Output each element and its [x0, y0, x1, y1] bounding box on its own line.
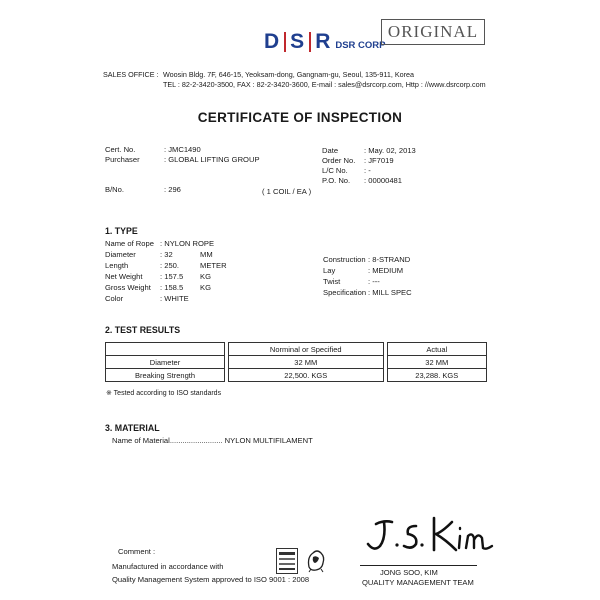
test-results-table — [105, 342, 487, 382]
logo-corp-name: DSR CORP — [335, 39, 386, 51]
quality-line: Quality Management System approved to ISO 9001 : 2008 — [112, 575, 310, 584]
table-header-row — [106, 343, 487, 356]
test-results-heading: 2. TEST RESULTS — [105, 325, 181, 335]
table-header-item — [106, 343, 225, 356]
table-cell-actual: 23,288. KGS — [387, 369, 486, 382]
specification-label: Specification — [323, 288, 367, 297]
po-no-label: P.O. No. — [322, 176, 351, 185]
original-stamp: ORIGINAL — [381, 19, 485, 45]
lay-label: Lay — [323, 266, 336, 275]
gross-weight-label: Gross Weight — [105, 283, 151, 292]
table-cell-specified: 32 MM — [229, 356, 384, 369]
sales-office-address: Woosin Bldg. 7F, 646-15, Yeoksam-dong, Gangnam-gu, Seoul, 135-911, Korea — [163, 70, 415, 79]
material-heading: 3. MATERIAL — [105, 423, 160, 433]
construction-value: : 8-STRAND — [368, 255, 411, 264]
coil-note: ( 1 COIL / EA ) — [262, 187, 312, 196]
table-cell-name: Diameter — [106, 356, 225, 369]
comment-label: Comment : — [118, 547, 156, 556]
net-weight-value: : 157.5 — [160, 272, 184, 281]
length-label: Length — [105, 261, 129, 270]
specification-value: : MILL SPEC — [368, 288, 412, 297]
bno-value: : 296 — [164, 185, 181, 194]
purchaser-value: : GLOBAL LIFTING GROUP — [164, 155, 260, 164]
net-weight-label: Net Weight — [105, 272, 143, 281]
color-value: : WHITE — [160, 294, 189, 303]
handwritten-signature-icon — [362, 512, 497, 557]
date-label: Date — [322, 146, 339, 155]
twist-label: Twist — [323, 277, 341, 286]
company-logo — [264, 30, 386, 54]
diameter-value: : 32 — [160, 250, 173, 259]
logo-divider — [309, 32, 311, 52]
certification-logo-icon — [276, 548, 298, 574]
table-cell-name: Breaking Strength — [106, 369, 225, 382]
diameter-label: Diameter — [105, 250, 136, 259]
gross-weight-unit: KG — [200, 283, 211, 292]
diameter-unit: MM — [200, 250, 213, 259]
material-line: Name of Material......................... NYLON MULTIFILAMENT — [112, 436, 313, 445]
net-weight-unit: KG — [200, 272, 211, 281]
construction-label: Construction — [323, 255, 366, 264]
bno-label: B/No. — [105, 185, 124, 194]
type-heading: 1. TYPE — [105, 226, 138, 236]
cert-no-label: Cert. No. — [105, 145, 136, 154]
logo-letter-r: R — [315, 30, 332, 53]
table-row — [106, 369, 487, 382]
logo-divider — [284, 32, 286, 52]
signer-title: QUALITY MANAGEMENT TEAM — [362, 578, 474, 587]
order-no-value: : JF7019 — [364, 156, 394, 165]
table-cell-actual: 32 MM — [387, 356, 486, 369]
length-unit: METER — [200, 261, 227, 270]
logo-letter-d: D — [264, 30, 281, 53]
table-header-specified: Norminal or Specified — [229, 343, 384, 356]
po-no-value: : 00000481 — [364, 176, 403, 185]
length-value: : 250. — [160, 261, 179, 270]
gross-weight-value: : 158.5 — [160, 283, 184, 292]
order-no-label: Order No. — [322, 156, 356, 165]
signer-name: JONG SOO, KIM — [380, 568, 438, 577]
table-cell-specified: 22,500. KGS — [229, 369, 384, 382]
table-header-actual: Actual — [387, 343, 486, 356]
sales-office-label: SALES OFFICE : — [103, 70, 159, 79]
purchaser-label: Purchaser — [105, 155, 140, 164]
iso-test-note: ※ Tested according to ISO standards — [106, 390, 222, 397]
lc-no-label: L/C No. — [322, 166, 348, 175]
name-of-rope-label: Name of Rope — [105, 239, 154, 248]
signature-line — [360, 565, 477, 566]
date-value: : May. 02, 2013 — [364, 146, 416, 155]
table-row — [106, 356, 487, 369]
cert-no-value: : JMC1490 — [164, 145, 201, 154]
logo-letter-s: S — [290, 30, 306, 53]
page-title: CERTIFICATE OF INSPECTION — [197, 110, 403, 125]
color-label: Color — [105, 294, 124, 303]
sales-office-contact: TEL : 82-2-3420-3500, FAX : 82-2-3420-3600, E-mail : sales@dsrcorp.com, Http : //www.dsrcorp.com — [163, 80, 486, 89]
lay-value: : MEDIUM — [368, 266, 404, 275]
lion-emblem-icon — [305, 547, 327, 573]
lc-no-value: : - — [364, 166, 371, 175]
name-of-rope-value: : NYLON ROPE — [160, 239, 215, 248]
manufactured-line: Manufactured in accordance with — [112, 562, 224, 571]
twist-value: : --- — [368, 277, 380, 286]
